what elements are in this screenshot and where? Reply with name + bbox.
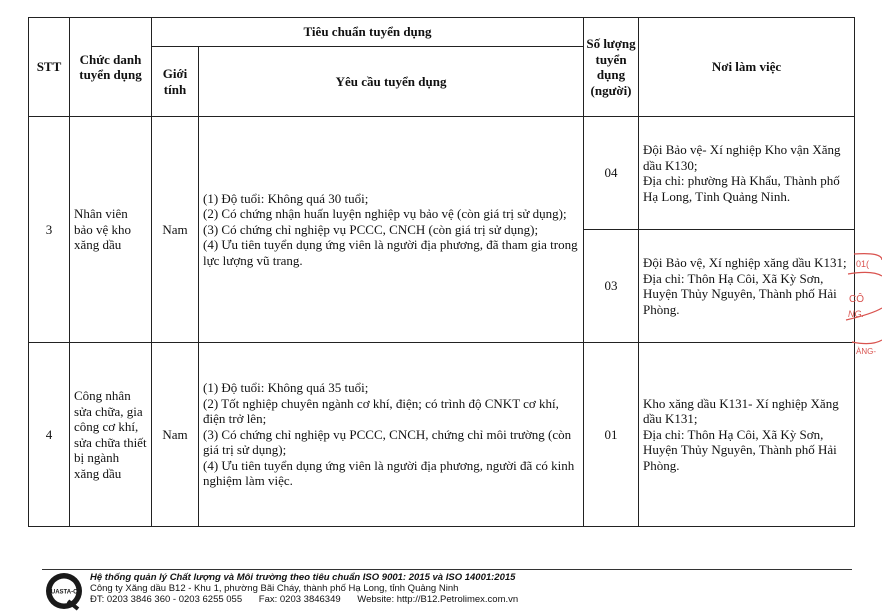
footer-contact	[90, 594, 532, 605]
workplace-address: Địa chỉ: Thôn Hạ Côi, Xã Kỳ Sơn, Huyện Thủy Nguyên, Thành phố Hải Phòng.	[643, 426, 837, 473]
requirement-item: (1) Độ tuổi: Không quá 30 tuổi;	[203, 190, 369, 206]
row-workplace	[639, 117, 855, 230]
row-quantity: 03	[584, 230, 639, 343]
table-row	[29, 343, 855, 527]
row-stt: 4	[29, 343, 70, 527]
header-requirements: Yêu cầu tuyển dụng	[199, 47, 584, 117]
header-gender: Giới tính	[152, 47, 199, 117]
requirement-item: (4) Ưu tiên tuyển dụng ứng viên là người địa phương, người đã có kinh nghiệm làm việc.	[203, 457, 575, 489]
header-job-title: Chức danh tuyển dụng	[70, 18, 152, 117]
header-workplace: Nơi làm việc	[639, 18, 855, 117]
row-job-title: Nhân viên bảo vệ kho xăng dầu	[70, 117, 152, 343]
footer-phone: ĐT: 0203 3846 360 - 0203 6255 055	[90, 594, 243, 605]
row-job-title: Công nhân sửa chữa, gia công cơ khí, sửa chữa thiết bị ngành xăng dầu	[70, 343, 152, 527]
footer-fax: Fax: 0203 3846349	[258, 594, 341, 605]
stamp-text: CÔ	[849, 294, 864, 305]
workplace-address: Địa chỉ: phường Hà Khẩu, Thành phố Hạ Long, Tỉnh Quảng Ninh.	[643, 173, 840, 204]
row-workplace	[639, 230, 855, 343]
requirement-item: (3) Có chứng chỉ nghiệp vụ PCCC, CNCH, chứng chỉ môi trường (còn giá trị sử dụng);	[203, 426, 572, 458]
header-quantity: Số lượng tuyển dụng (người)	[584, 18, 639, 117]
footer	[90, 572, 532, 605]
footer-iso-line: Hệ thống quản lý Chất lượng và Môi trường theo tiêu chuẩn ISO 9001: 2015 và ISO 14001:2015	[90, 572, 516, 583]
stamp-text: ÀNG-	[856, 347, 876, 356]
row-gender: Nam	[152, 343, 199, 527]
requirement-item: (4) Ưu tiên tuyển dụng ứng viên là người địa phương, đã tham gia trong lực lượng vũ trang.	[203, 237, 578, 268]
workplace-address: Địa chỉ: Thôn Hạ Côi, Xã Kỳ Sơn, Huyện Thủy Nguyên, Thành phố Hải Phòng.	[643, 270, 837, 317]
row-quantity: 04	[584, 117, 639, 230]
requirement-item: (3) Có chứng chỉ nghiệp vụ PCCC, CNCH (còn giá trị sử dụng);	[203, 221, 539, 237]
workplace-unit: Đội Bảo vệ- Xí nghiệp Kho vận Xăng dầu K130;	[643, 142, 841, 173]
footer-divider	[42, 569, 852, 570]
quasta-logo	[44, 571, 84, 611]
row-requirements	[199, 117, 584, 343]
row-stt: 3	[29, 117, 70, 343]
row-quantity: 01	[584, 343, 639, 527]
header-criteria: Tiêu chuẩn tuyển dụng	[152, 18, 584, 47]
company-stamp	[842, 250, 882, 360]
recruitment-table	[28, 17, 855, 527]
requirement-item: (1) Độ tuổi: Không quá 35 tuổi;	[203, 380, 369, 396]
row-workplace	[639, 343, 855, 527]
row-gender: Nam	[152, 117, 199, 343]
table-row	[29, 117, 855, 230]
requirement-item: (2) Tốt nghiệp chuyên ngành cơ khí, điện; có trình độ CNKT cơ khí, điện trở lên;	[203, 395, 559, 427]
footer-company-address: Công ty Xăng dầu B12 - Khu 1, phường Bãi Cháy, thành phố Hạ Long, tỉnh Quảng Ninh	[90, 583, 459, 594]
stamp-text: 01(	[856, 259, 870, 269]
workplace-unit: Kho xăng dầu K131- Xí nghiệp Xăng dầu K131;	[643, 395, 839, 427]
workplace-unit: Đội Bảo vệ, Xí nghiệp xăng dầu K131;	[643, 255, 847, 270]
stamp-text: NG.	[848, 309, 865, 319]
requirement-item: (2) Có chứng nhận huấn luyện nghiệp vụ bảo vệ (còn giá trị sử dụng);	[203, 206, 567, 222]
svg-text:QUASTA-CC: QUASTA-CC	[46, 589, 82, 596]
row-requirements	[199, 343, 584, 527]
header-stt: STT	[29, 18, 70, 117]
footer-website[interactable]: Website: http://B12.Petrolimex.com.vn	[357, 594, 519, 605]
